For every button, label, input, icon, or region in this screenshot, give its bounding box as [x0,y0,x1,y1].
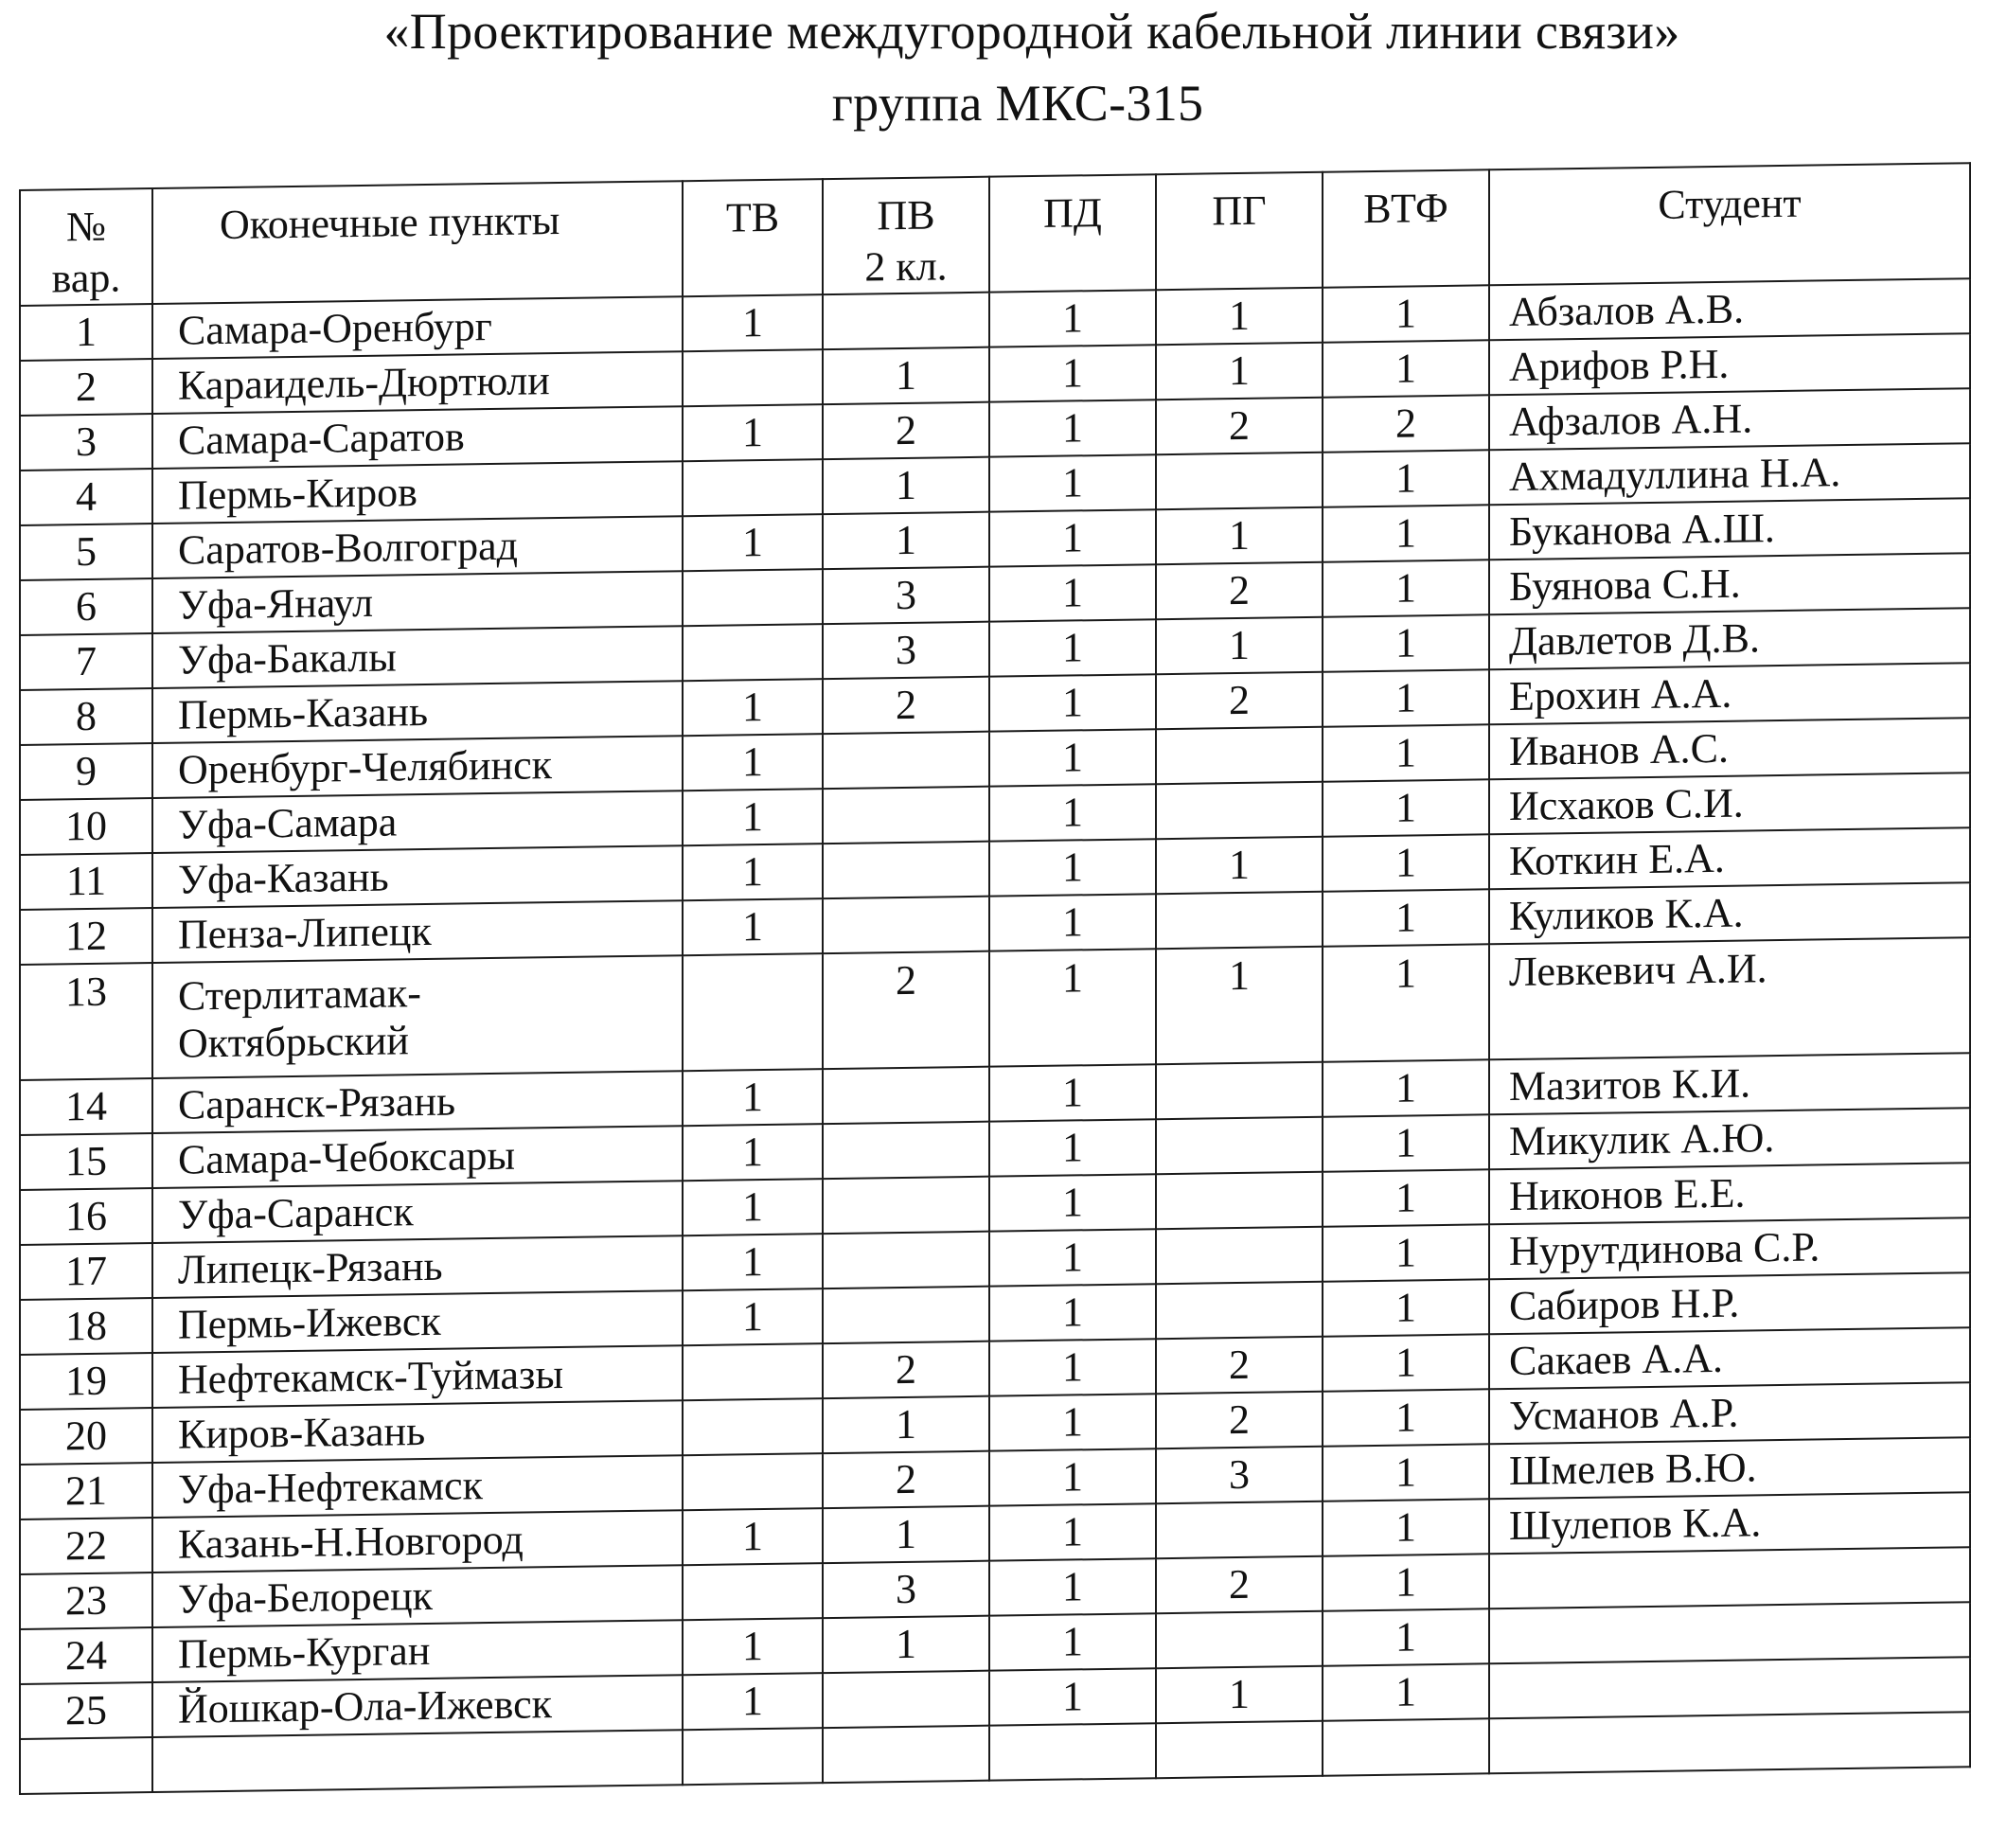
student-name: Коткин Е.А. [1489,827,1970,889]
pd-count: 1 [989,839,1156,896]
vtf-count: 2 [1323,395,1489,452]
pg-count: 2 [1156,562,1323,619]
end-points: Уфа-Саранск [152,1181,683,1243]
header-vtf: ВТФ [1323,169,1489,287]
variant-number: 12 [20,908,152,965]
variant-number: 13 [20,963,152,1080]
pd-count: 1 [989,1394,1156,1450]
empty-cell [823,1726,989,1783]
tv-count [683,569,823,626]
end-points: Самара-Оренбург [152,296,683,359]
pd-count: 1 [989,674,1156,731]
pg-count [1156,727,1323,784]
end-points: Караидель-Дюртюли [152,351,683,414]
variants-table [19,162,1971,1795]
vtf-count: 1 [1323,944,1489,1061]
student-name: Исхаков С.И. [1489,773,1970,834]
vtf-count: 1 [1323,834,1489,891]
tv-count [683,1398,823,1455]
pv-count: 2 [823,677,989,734]
vtf-count: 1 [1323,1554,1489,1610]
variant-number: 17 [20,1243,152,1300]
vtf-count: 1 [1323,1608,1489,1665]
tv-count: 1 [683,1179,823,1235]
variant-number: 23 [20,1573,152,1629]
end-points: Нефтекамск-Туймазы [152,1345,683,1408]
student-name: Никонов Е.Е. [1489,1163,1970,1224]
pg-count: 2 [1156,1556,1323,1613]
vtf-count: 1 [1323,340,1489,397]
student-name: Ерохин А.А. [1489,663,1970,724]
student-name [1489,1657,1970,1718]
student-name: Куликов К.А. [1489,882,1970,944]
pv-count: 1 [823,1506,989,1563]
empty-cell [989,1723,1156,1780]
student-name: Усманов А.Р. [1489,1382,1970,1444]
tv-count: 1 [683,404,823,461]
student-name: Левкевич А.И. [1489,937,1970,1059]
variant-number: 7 [20,633,152,690]
tv-count: 1 [683,1069,823,1126]
pv-count [823,1067,989,1124]
student-name: Афзалов А.Н. [1489,388,1970,450]
pd-count: 1 [989,509,1156,566]
pg-count [1156,1227,1323,1284]
student-name: Абзалов А.В. [1489,278,1970,340]
pv-count [823,1287,989,1343]
variant-number: 10 [20,798,152,855]
pg-count: 2 [1156,672,1323,729]
pg-count: 1 [1156,288,1323,345]
pd-count: 1 [989,1174,1156,1231]
tv-count: 1 [683,1124,823,1181]
end-points: Липецк-Рязань [152,1235,683,1298]
student-name: Нурутдинова С.Р. [1489,1217,1970,1279]
variant-number: 15 [20,1133,152,1190]
end-points: Уфа-Белорецк [152,1565,683,1627]
variant-number: 18 [20,1298,152,1355]
pv-count: 3 [823,567,989,624]
student-name: Буянова С.Н. [1489,553,1970,614]
pd-count: 1 [989,1119,1156,1176]
tv-count: 1 [683,294,823,351]
pd-count: 1 [989,1613,1156,1670]
variant-number: 19 [20,1353,152,1410]
pg-count: 3 [1156,1447,1323,1503]
vtf-count: 1 [1323,889,1489,946]
pv-count: 2 [823,402,989,459]
pg-count [1156,1062,1323,1119]
pd-count: 1 [989,1229,1156,1286]
pv-count: 1 [823,1616,989,1673]
tv-count: 1 [683,1288,823,1345]
variant-number: 25 [20,1682,152,1739]
end-points: Пермь-Казань [152,681,683,743]
end-points: Уфа-Казань [152,845,683,908]
end-points: Самара-Чебоксары [152,1126,683,1188]
pv-count: 3 [823,622,989,679]
tv-count [683,1453,823,1510]
pg-count: 1 [1156,1666,1323,1723]
pv-count: 1 [823,512,989,569]
pv-count [823,1232,989,1288]
end-points: Йошкар-Ола-Ижевск [152,1675,683,1737]
tv-count [683,624,823,681]
group-subtitle: группа МКС-315 [831,75,1204,132]
variant-number: 9 [20,743,152,800]
variants-table-sheet [19,162,1969,1795]
pg-count: 1 [1156,617,1323,674]
pd-count: 1 [989,1284,1156,1341]
pv-count: 2 [823,951,989,1069]
student-name: Сакаев А.А. [1489,1327,1970,1389]
pv-count: 2 [823,1342,989,1398]
pd-count: 1 [989,1558,1156,1615]
vtf-count: 1 [1323,1444,1489,1501]
variant-number: 11 [20,853,152,910]
vtf-count: 1 [1323,1334,1489,1391]
pv-count [823,897,989,953]
pv-count: 3 [823,1561,989,1618]
pv-count [823,842,989,898]
pg-count [1156,1502,1323,1558]
vtf-count: 1 [1323,1279,1489,1336]
header-pv-line1: ПВ [877,191,935,240]
tv-count: 1 [683,1618,823,1675]
pv-count: 1 [823,347,989,404]
pg-count: 2 [1156,1337,1323,1394]
tv-count [683,349,823,406]
variant-number: 16 [20,1188,152,1245]
pg-count [1156,782,1323,839]
vtf-count: 1 [1323,505,1489,561]
end-points: Уфа-Самара [152,791,683,853]
pg-count [1156,1282,1323,1339]
student-name: Буканова А.Ш. [1489,498,1970,560]
student-name: Мазитов К.И. [1489,1053,1970,1114]
pv-count: 2 [823,1451,989,1508]
empty-cell [152,1730,683,1792]
tv-count: 1 [683,1234,823,1290]
empty-cell [20,1737,152,1794]
tv-count [683,1343,823,1400]
variant-number: 22 [20,1518,152,1574]
pd-count: 1 [989,894,1156,951]
end-points: Пермь-Курган [152,1620,683,1682]
header-pv [823,177,989,294]
student-name [1489,1547,1970,1608]
vtf-count: 1 [1323,285,1489,342]
pg-count: 1 [1156,343,1323,400]
pv-count [823,787,989,844]
pd-count: 1 [989,290,1156,346]
pv-count: 1 [823,1396,989,1453]
student-name: Шмелев В.Ю. [1489,1437,1970,1499]
pd-count: 1 [989,729,1156,786]
pd-count: 1 [989,400,1156,456]
vtf-count: 1 [1323,1114,1489,1171]
tv-count: 1 [683,789,823,845]
pv-count [823,1671,989,1728]
student-name: Микулик А.Ю. [1489,1108,1970,1169]
empty-cell [1323,1718,1489,1775]
vtf-count: 1 [1323,614,1489,671]
header-pv-line2: 2 кл. [864,242,948,291]
vtf-count: 1 [1323,1059,1489,1116]
pg-count: 1 [1156,507,1323,564]
pg-count [1156,453,1323,509]
pg-count: 2 [1156,1392,1323,1448]
variant-number: 20 [20,1408,152,1465]
variant-number: 5 [20,524,152,580]
variant-number: 2 [20,359,152,416]
end-points: Уфа-Нефтекамск [152,1455,683,1518]
pd-count: 1 [989,619,1156,676]
variant-number: 8 [20,688,152,745]
tv-count: 1 [683,898,823,955]
variant-number: 3 [20,414,152,471]
table-body [20,278,1970,1794]
tv-count: 1 [683,1508,823,1565]
tv-count: 1 [683,679,823,736]
vtf-count: 1 [1323,669,1489,726]
end-points: Саратов-Волгоград [152,516,683,578]
document-title: «Проектирование междугородной кабельной линии связи» [383,3,1680,60]
tv-count: 1 [683,844,823,900]
pg-count: 2 [1156,398,1323,454]
variant-number: 21 [20,1463,152,1519]
student-name: Арифов Р.Н. [1489,333,1970,395]
vtf-count: 1 [1323,779,1489,836]
vtf-count: 1 [1323,1663,1489,1720]
pd-count: 1 [989,345,1156,401]
end-points: Киров-Казань [152,1400,683,1463]
pd-count: 1 [989,784,1156,841]
header-student: Студент [1489,163,1970,285]
variant-number: 1 [20,304,152,361]
student-name: Давлетов Д.В. [1489,608,1970,669]
empty-cell [1156,1721,1323,1778]
variant-number: 14 [20,1078,152,1135]
pv-count [823,732,989,789]
header-pd: ПД [989,174,1156,292]
pg-count [1156,1117,1323,1174]
page-header [0,0,2007,133]
pd-count: 1 [989,949,1156,1066]
vtf-count: 1 [1323,560,1489,616]
student-name: Сабиров Н.Р. [1489,1272,1970,1334]
header-pg: ПГ [1156,172,1323,290]
empty-cell [1489,1712,1970,1773]
tv-count [683,459,823,516]
student-name [1489,1602,1970,1663]
tv-count: 1 [683,734,823,791]
end-points-line2: Октябрьский [178,1017,409,1067]
empty-cell [683,1728,823,1785]
student-name: Шулепов К.А. [1489,1492,1970,1554]
pd-count: 1 [989,1448,1156,1505]
end-points-line1: Стерлитамак- [178,969,421,1020]
student-name: Иванов А.С. [1489,718,1970,779]
end-points: Пермь-Ижевск [152,1290,683,1353]
tv-count [683,953,823,1071]
pg-count: 1 [1156,947,1323,1064]
vtf-count: 1 [1323,1389,1489,1446]
pv-count [823,1177,989,1234]
vtf-count: 1 [1323,1169,1489,1226]
header-tv: ТВ [683,179,823,296]
pv-count: 1 [823,457,989,514]
pd-count: 1 [989,1668,1156,1725]
pv-count [823,293,989,349]
vtf-count: 1 [1323,1224,1489,1281]
vtf-count: 1 [1323,724,1489,781]
pg-count [1156,892,1323,949]
end-points: Самара-Саратов [152,406,683,469]
header-variant-number [20,188,152,306]
vtf-count: 1 [1323,1499,1489,1555]
end-points: Саранск-Рязань [152,1071,683,1133]
pd-count: 1 [989,1503,1156,1560]
pd-count: 1 [989,454,1156,511]
pd-count: 1 [989,1064,1156,1121]
vtf-count: 1 [1323,450,1489,506]
pd-count: 1 [989,1339,1156,1395]
end-points: Оренбург-Челябинск [152,736,683,798]
end-points: Уфа-Бакалы [152,626,683,688]
end-points: Пермь-Киров [152,461,683,524]
pg-count [1156,1172,1323,1229]
end-points: Казань-Н.Новгород [152,1510,683,1573]
pg-count: 1 [1156,837,1323,894]
end-points: Уфа-Янаул [152,571,683,633]
header-num-line2: вар. [51,254,121,302]
end-points [152,955,683,1078]
tv-count [683,1563,823,1620]
variant-number: 24 [20,1627,152,1684]
pd-count: 1 [989,564,1156,621]
header-num-line1: № [66,203,106,251]
tv-count: 1 [683,514,823,571]
student-name: Ахмадуллина Н.А. [1489,443,1970,505]
header-end-points: Оконечные пункты [152,181,683,304]
end-points: Пенза-Липецк [152,900,683,963]
variant-number: 4 [20,469,152,525]
pg-count [1156,1611,1323,1668]
variant-number: 6 [20,578,152,635]
pv-count [823,1122,989,1179]
tv-count: 1 [683,1673,823,1730]
